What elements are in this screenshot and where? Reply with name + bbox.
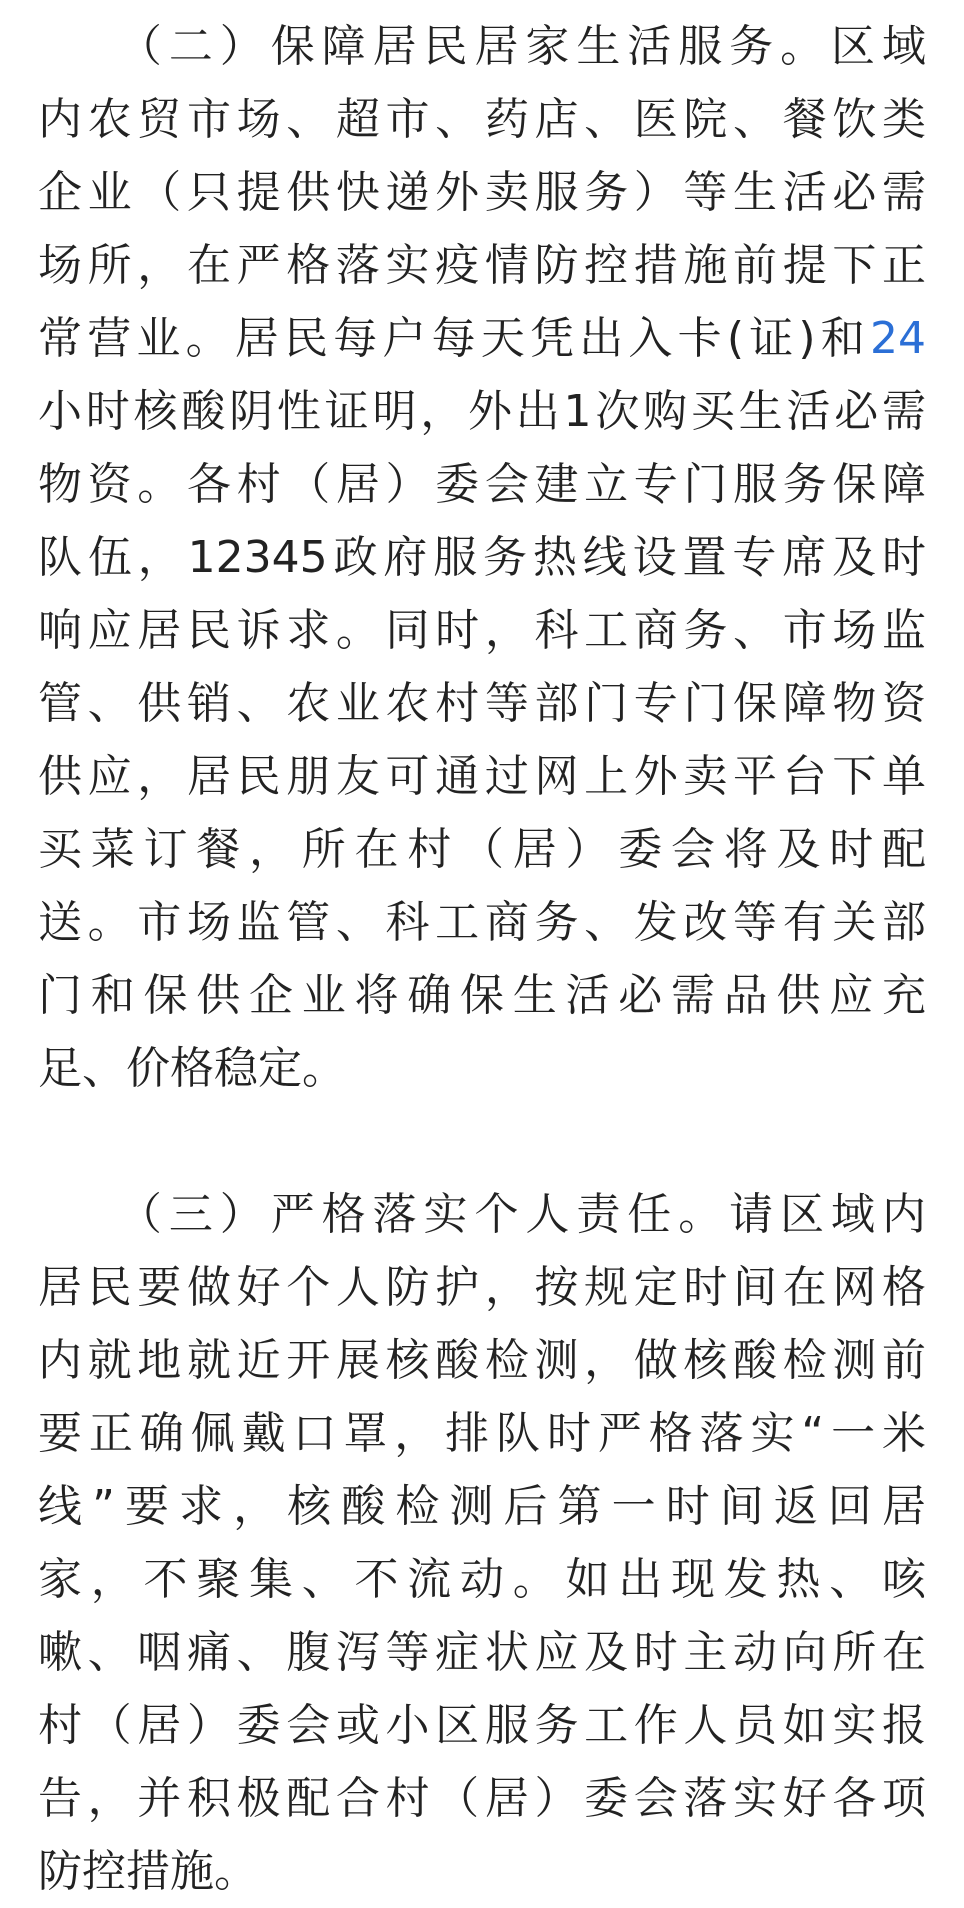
text-line: 居民要做好个人防护，按规定时间在网格 [38,1262,926,1313]
text-line: 企业（只提供快递外卖服务）等生活必需 [38,167,926,218]
text-line: 防控措施。 [38,1846,258,1897]
text-line: （三）严格落实个人责任。请区域内 [38,1189,926,1240]
text-line: 场所，在严格落实疫情防控措施前提下正 [38,240,926,291]
text-line: （二）保障居民居家生活服务。区域 [38,21,926,72]
text-line: 家，不聚集、不流动。如出现发热、咳 [38,1554,926,1605]
paragraph-personal-responsibility [38,1178,926,1908]
text-line: 送。市场监管、科工商务、发改等有关部 [38,897,926,948]
text-line: 内农贸市场、超市、药店、医院、餐饮类 [38,94,926,145]
text-line: 要正确佩戴口罩，排队时严格落实“一米 [38,1408,926,1459]
text-line: 供应，居民朋友可通过网上外卖平台下单 [38,751,926,802]
text-line: 足、价格稳定。 [38,1043,346,1094]
text-line: 线”要求，核酸检测后第一时间返回居 [38,1481,926,1532]
text-line: 物资。各村（居）委会建立专门服务保障 [38,459,926,510]
text-line: 管、供销、农业农村等部门专门保障物资 [38,678,926,729]
text-line: 响应居民诉求。同时，科工商务、市场监 [38,605,926,656]
number-link-24[interactable]: 24 [870,313,926,364]
text-line: 嗽、咽痛、腹泻等症状应及时主动向所在 [38,1627,926,1678]
text-line: 买菜订餐，所在村（居）委会将及时配 [38,824,926,875]
text-line: 队伍，12345政府服务热线设置专席及时 [38,532,926,583]
text-line: 内就地就近开展核酸检测，做核酸检测前 [38,1335,926,1386]
text-line-with-link [38,302,926,375]
text-line: 小时核酸阴性证明，外出1次购买生活必需 [38,386,926,437]
text-segment: 常营业。居民每户每天凭出入卡(证)和 [38,313,870,364]
text-line: 告，并积极配合村（居）委会落实好各项 [38,1773,926,1824]
paragraph-living-services [38,10,926,1105]
text-line: 村（居）委会或小区服务工作人员如实报 [38,1700,926,1751]
text-line: 门和保供企业将确保生活必需品供应充 [38,970,926,1021]
